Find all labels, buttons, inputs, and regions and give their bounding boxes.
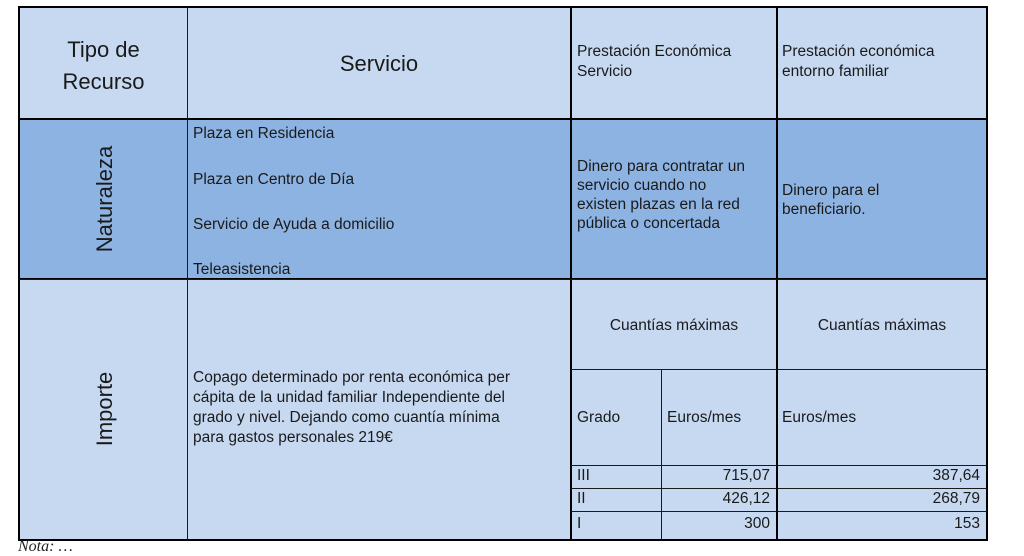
header-tipo-recurso-label: Tipo de Recurso [62,37,145,94]
row-importe-label-cell [18,279,188,541]
euros-servicio-header-cell [661,369,777,466]
euros-entorno-value: 268,79 [932,490,980,507]
euros-servicio-value: 426,12 [722,490,770,507]
table-row-entorno [776,465,988,489]
naturaleza-prestacion-servicio-cell [570,118,777,280]
cuantias-servicio-cell [570,279,777,370]
row-naturaleza-label-cell [18,118,188,280]
table-row-grado [570,488,662,512]
table-row-entorno [776,511,988,541]
header-prestacion-servicio [570,6,777,119]
header-servicio [187,6,571,119]
cuantias-entorno-label: Cuantías máximas [817,317,947,334]
naturaleza-item: Plaza en Residencia [193,125,335,142]
naturaleza-prestacion-entorno-cell [776,118,988,280]
importe-servicio-cell [187,279,571,541]
cuantias-entorno-cell [776,279,988,370]
euros-entorno-value: 153 [954,515,980,532]
naturaleza-prestacion-servicio-text: Dinero para contratar un servicio cuando no existen plazas en la red pública o concertada [577,158,746,232]
table-row-servicio [661,511,777,541]
naturaleza-prestacion-entorno-text: Dinero para el beneficiario. [782,182,880,218]
grado-value: II [577,490,586,507]
header-prestacion-servicio-label: Prestación Económica Servicio [577,43,732,80]
caption: Nota: … [18,538,73,555]
table-row-servicio [661,465,777,489]
table-row-grado [570,511,662,541]
header-prestacion-entorno [776,6,988,119]
naturaleza-item: Plaza en Centro de Día [193,171,355,188]
grado-header-cell [570,369,662,466]
euros-servicio-value: 715,07 [722,467,770,484]
row-importe-label: Importe [92,371,117,447]
cuantias-servicio-label: Cuantías máximas [609,317,739,334]
table-row-grado [570,465,662,489]
euros-servicio-header-label: Euros/mes [667,409,742,426]
euros-entorno-header-label: Euros/mes [782,409,857,426]
naturaleza-item: Teleasistencia [193,261,291,278]
header-servicio-label: Servicio [339,51,419,76]
table-row-entorno [776,488,988,512]
euros-entorno-value: 387,64 [932,467,980,484]
grado-value: III [577,467,590,484]
euros-servicio-value: 300 [744,515,770,532]
header-prestacion-entorno-label: Prestación económica entorno familiar [782,43,935,80]
grado-value: I [577,515,582,532]
table-row-servicio [661,488,777,512]
grado-header-label: Grado [577,409,621,426]
naturaleza-servicio-cell [187,118,571,280]
euros-entorno-header-cell [776,369,988,466]
naturaleza-item: Servicio de Ayuda a domicilio [193,216,395,233]
header-tipo-recurso [18,6,188,119]
importe-servicio-text: Copago determinado por renta económica per cápita de la unidad familiar Independiente del grado y nivel. Dejando como cuantía mínima para gastos personales 219€ [193,369,511,446]
row-naturaleza-label: Naturaleza [92,145,117,253]
